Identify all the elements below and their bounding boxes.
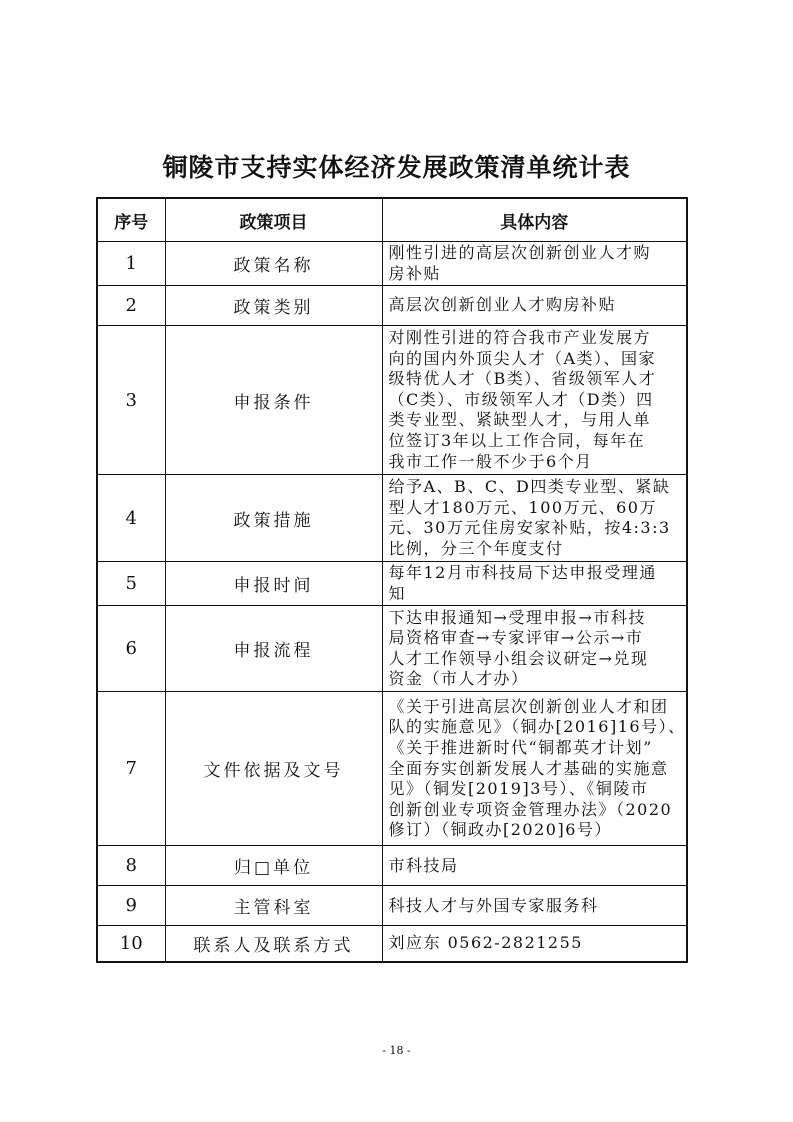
content-line: 类专业型、紧缺型人才，与用人单 [388,410,652,430]
row-index: 2 [97,286,165,326]
content-line: 高层次创新创业人才购房补贴 [388,295,617,315]
row-item: 政策措施 [165,475,382,562]
content-line: 修订）（铜政办[2020]6号） [388,820,612,840]
row-content [382,562,687,606]
header-index: 序号 [97,198,165,242]
row-item: 归□单位 [165,846,382,886]
content-line: 位签订3年以上工作合同，每年在 [388,431,646,451]
table-row [97,326,687,475]
content-line: 见》（铜发[2019]3号）、《铜陵市 [388,779,649,799]
row-index: 1 [97,242,165,286]
row-content [382,326,687,475]
row-content [382,606,687,692]
row-content [382,926,687,962]
content-line: 下达申报通知→受理申报→市科技 [388,607,646,627]
row-index: 10 [97,926,165,962]
row-content [382,475,687,562]
content-line: 刚性引进的高层次创新创业人才购 [388,243,652,262]
table-row [97,475,687,562]
row-item: 申报条件 [165,326,382,475]
table-row [97,286,687,326]
content-line: 向的国内外顶尖人才（A类）、国家 [388,348,657,368]
content-line: 《关于推进新时代“铜都英才计划” [388,737,653,757]
table-row [97,242,687,286]
content-line: 《关于引进高层次创新创业人才和团 [388,696,669,716]
content-line: 对刚性引进的符合我市产业发展方 [388,328,652,348]
page-number: - 18 - [382,1044,411,1057]
row-index: 9 [97,886,165,926]
content-line: 人才工作领导小组会议研定→兑现 [388,648,649,668]
row-content [382,286,687,326]
row-item: 申报流程 [165,606,382,692]
content-line: 队的实施意见》（铜办[2016]16号）、 [388,717,686,737]
content-line: 创新创业专项资金管理办法》（2020 [388,799,673,819]
content-line: 级特优人才（B类）、省级领军人才 [388,369,657,389]
table-row [97,926,687,962]
table-row [97,562,687,606]
row-item: 政策类别 [165,286,382,326]
row-index: 4 [97,475,165,562]
content-line: 科技人才与外国专家服务科 [388,895,599,915]
row-content [382,886,687,926]
content-line: 每年12月市科技局下达申报受理通 [388,563,657,583]
content-line: 房补贴 [388,263,442,283]
content-line: 全面夯实创新发展人才基础的实施意 [388,758,669,778]
content-line: 我市工作一般不少于6个月 [388,451,593,471]
table-header-row [97,198,687,242]
policy-table [96,197,688,963]
row-item: 政策名称 [165,242,382,286]
content-line: 知 [388,583,407,603]
content-line: 市科技局 [388,855,459,875]
row-item: 联系人及联系方式 [165,926,382,962]
table-row [97,846,687,886]
content-line: 元、30万元住房安家补贴，按4:3:3 [388,518,671,538]
header-item: 政策项目 [165,198,382,242]
content-line: 资金（市人才办） [388,669,529,689]
row-content [382,692,687,846]
content-line: 比例，分三个年度支付 [388,538,564,558]
row-index: 5 [97,562,165,606]
content-line: 刘应东 0562-2821255 [388,933,583,953]
content-line: （C类）、市级领军人才（D类）四 [388,389,654,409]
content-line: 局资格审查→专家评审→公示→市 [388,628,644,648]
row-content [382,242,687,286]
row-index: 6 [97,606,165,692]
table-row [97,606,687,692]
row-index: 8 [97,846,165,886]
row-index: 7 [97,692,165,846]
document-title: 铜陵市支持实体经济发展政策清单统计表 [162,153,631,182]
row-index: 3 [97,326,165,475]
table-row [97,886,687,926]
row-content [382,846,687,886]
content-line: 型人才180万元、100万元、60万 [388,497,657,517]
row-item: 申报时间 [165,562,382,606]
table-row [97,692,687,846]
row-item: 文件依据及文号 [165,692,382,846]
content-line: 给予A、B、C、D四类专业型、紧缺 [388,477,671,496]
row-item: 主管科室 [165,886,382,926]
header-content: 具体内容 [382,198,687,242]
